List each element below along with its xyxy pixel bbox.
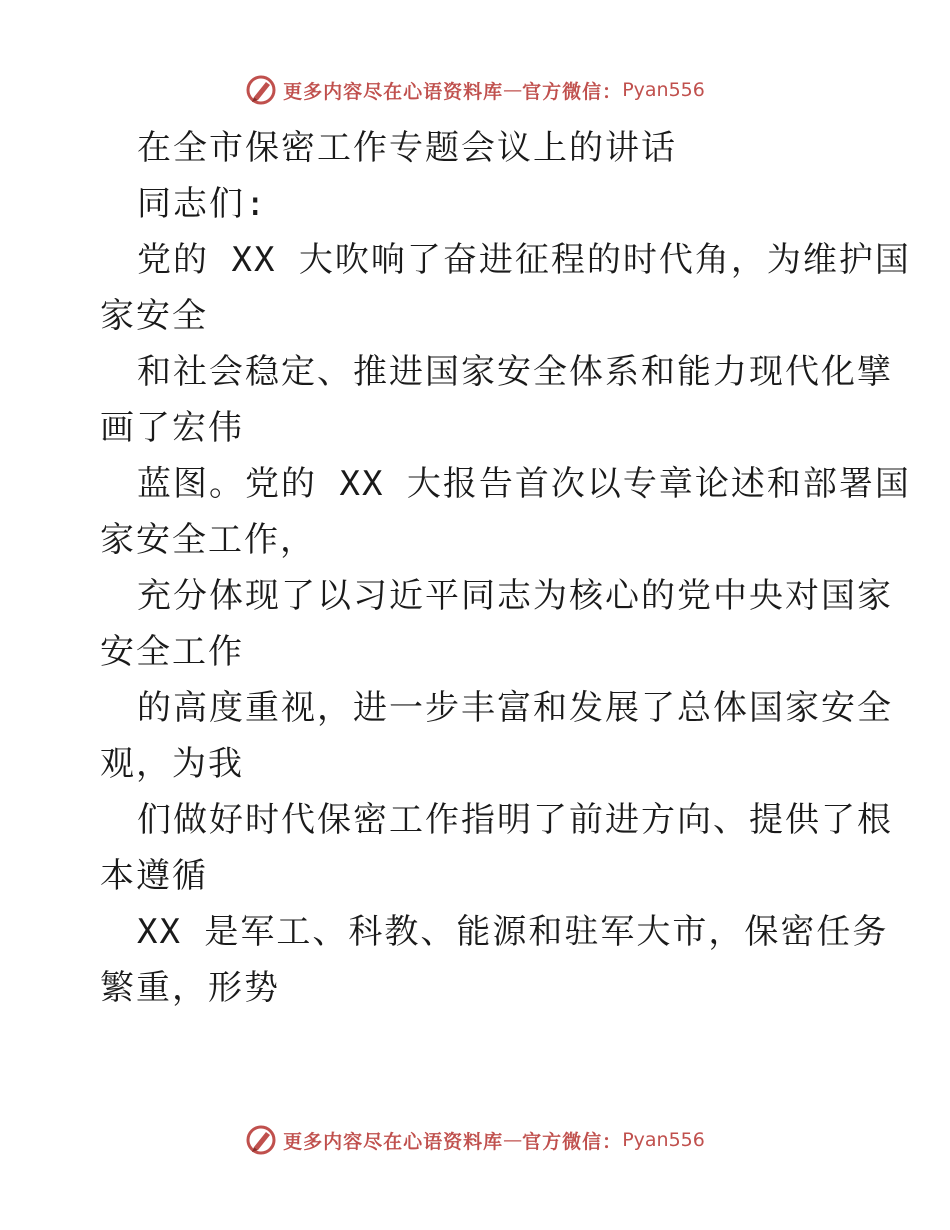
- text-line: 家安全工作，: [100, 520, 316, 560]
- footer-banner: [0, 1120, 950, 1160]
- pen-logo-icon: [245, 74, 277, 106]
- text-line: XX 是军工、科教、能源和驻军大市，保密任务: [137, 912, 889, 952]
- text-line: 蓝图。党的 XX 大报告首次以专章论述和部署国: [137, 464, 911, 504]
- header-banner: [0, 70, 950, 110]
- banner-wechat-label: 官方微信：: [522, 1130, 623, 1153]
- text-line: 充分体现了以习近平同志为核心的党中央对国家: [137, 576, 893, 616]
- text-line: 安全工作: [100, 632, 244, 672]
- text-line: 画了宏伟: [100, 408, 244, 448]
- banner-site-name: 更多内容尽在心语资料库: [283, 1130, 504, 1153]
- salutation: 同志们:: [137, 184, 268, 224]
- text-line: 的高度重视，进一步丰富和发展了总体国家安全: [137, 688, 893, 728]
- text-line: 家安全: [100, 296, 208, 336]
- text-line: 观，为我: [100, 744, 244, 784]
- banner-separator: —: [503, 79, 523, 101]
- document-body: [100, 120, 911, 1016]
- text-line: 繁重，形势: [100, 968, 280, 1008]
- text-line: 本遵循: [100, 856, 208, 896]
- banner-wechat-label: 官方微信：: [522, 80, 623, 103]
- pen-logo-icon: [245, 1124, 277, 1156]
- banner-site-name: 更多内容尽在心语资料库: [283, 80, 504, 103]
- banner-wechat-id: Pyan556: [622, 79, 705, 101]
- text-line: 们做好时代保密工作指明了前进方向、提供了根: [137, 800, 893, 840]
- text-line: 党的 XX 大吹响了奋进征程的时代角，为维护国: [137, 240, 911, 280]
- text-line: 和社会稳定、推进国家安全体系和能力现代化擘: [137, 352, 893, 392]
- banner-separator: —: [503, 1129, 523, 1151]
- banner-wechat-id: Pyan556: [622, 1129, 705, 1151]
- document-title: 在全市保密工作专题会议上的讲话: [137, 128, 677, 168]
